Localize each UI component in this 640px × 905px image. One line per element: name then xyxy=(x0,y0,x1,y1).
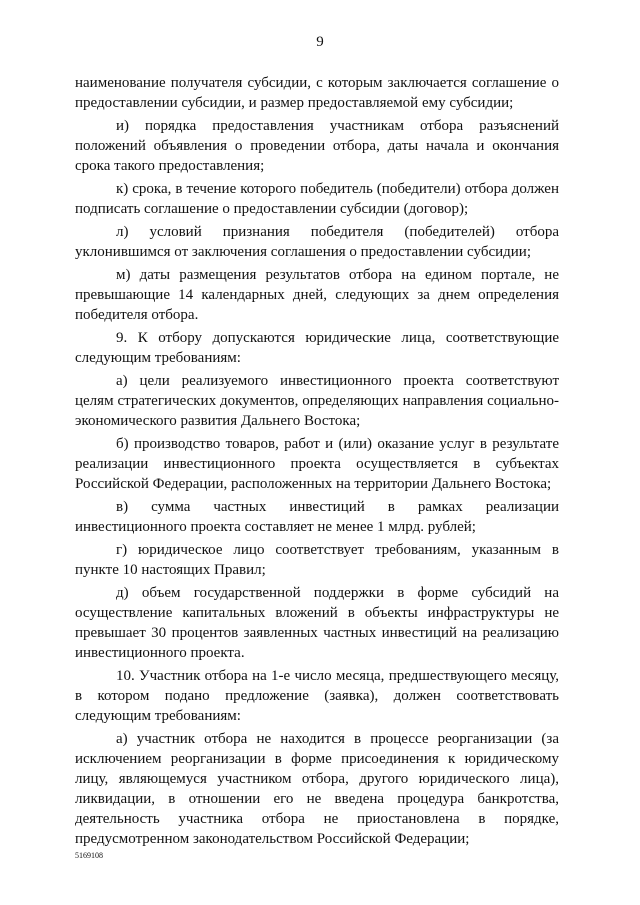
paragraph-item-v: в) сумма частных инвестиций в рамках реализации инвестиционного проекта составляет не менее 1 млрд. рублей; xyxy=(75,499,559,535)
footer-document-code: 5169108 xyxy=(75,851,103,860)
paragraph-item-a-10: а) участник отбора не находится в процессе реорганизации (за исключением реорганизации в форме присоединения к юридическому лицу, являющемуся участником отбора, другого юридического лица), ликвидации, в отношении его не введена процедура банкротства, деятельность участника отбора не приостановлена в порядке, предусмотренном законодательством Российской Федерации; xyxy=(75,731,559,847)
paragraph-continuation: наименование получателя субсидии, с которым заключается соглашение о предоставлении субсидии, и размер предоставляемой ему субсидии; xyxy=(75,75,559,111)
paragraph-item-a: а) цели реализуемого инвестиционного проекта соответствуют целям стратегических документов, определяющих направления социально-экономического развития Дальнего Востока; xyxy=(75,373,559,429)
page-number: 9 xyxy=(316,34,324,50)
paragraph-item-m: м) даты размещения результатов отбора на едином портале, не превышающие 14 календарных дней, следующих за днем определения победителя отбора. xyxy=(75,267,559,323)
paragraph-clause-9: 9. К отбору допускаются юридические лица, соответствующие следующим требованиям: xyxy=(75,330,559,366)
document-body xyxy=(75,73,559,852)
paragraph-item-i: и) порядка предоставления участникам отбора разъяснений положений объявления о проведении отбора, даты начала и окончания срока такого предоставления; xyxy=(75,118,559,174)
paragraph-item-k: к) срока, в течение которого победитель (победители) отбора должен подписать соглашение о предоставлении субсидии (договор); xyxy=(75,181,559,217)
paragraph-item-l: л) условий признания победителя (победителей) отбора уклонившимся от заключения соглашения о предоставлении субсидии; xyxy=(75,224,559,260)
paragraph-item-d: д) объем государственной поддержки в форме субсидий на осуществление капитальных вложений в объекты инфраструктуры не превышает 30 процентов заявленных частных инвестиций на реализацию инвестиционного проекта. xyxy=(75,585,559,661)
paragraph-item-g: г) юридическое лицо соответствует требованиям, указанным в пункте 10 настоящих Правил; xyxy=(75,542,559,578)
paragraph-clause-10: 10. Участник отбора на 1-е число месяца, предшествующего месяцу, в котором подано предложение (заявка), должен соответствовать следующим требованиям: xyxy=(75,668,559,724)
paragraph-item-b: б) производство товаров, работ и (или) оказание услуг в результате реализации инвестиционного проекта осуществляется в субъектах Российской Федерации, расположенных на территории Дальнего Востока; xyxy=(75,436,559,492)
